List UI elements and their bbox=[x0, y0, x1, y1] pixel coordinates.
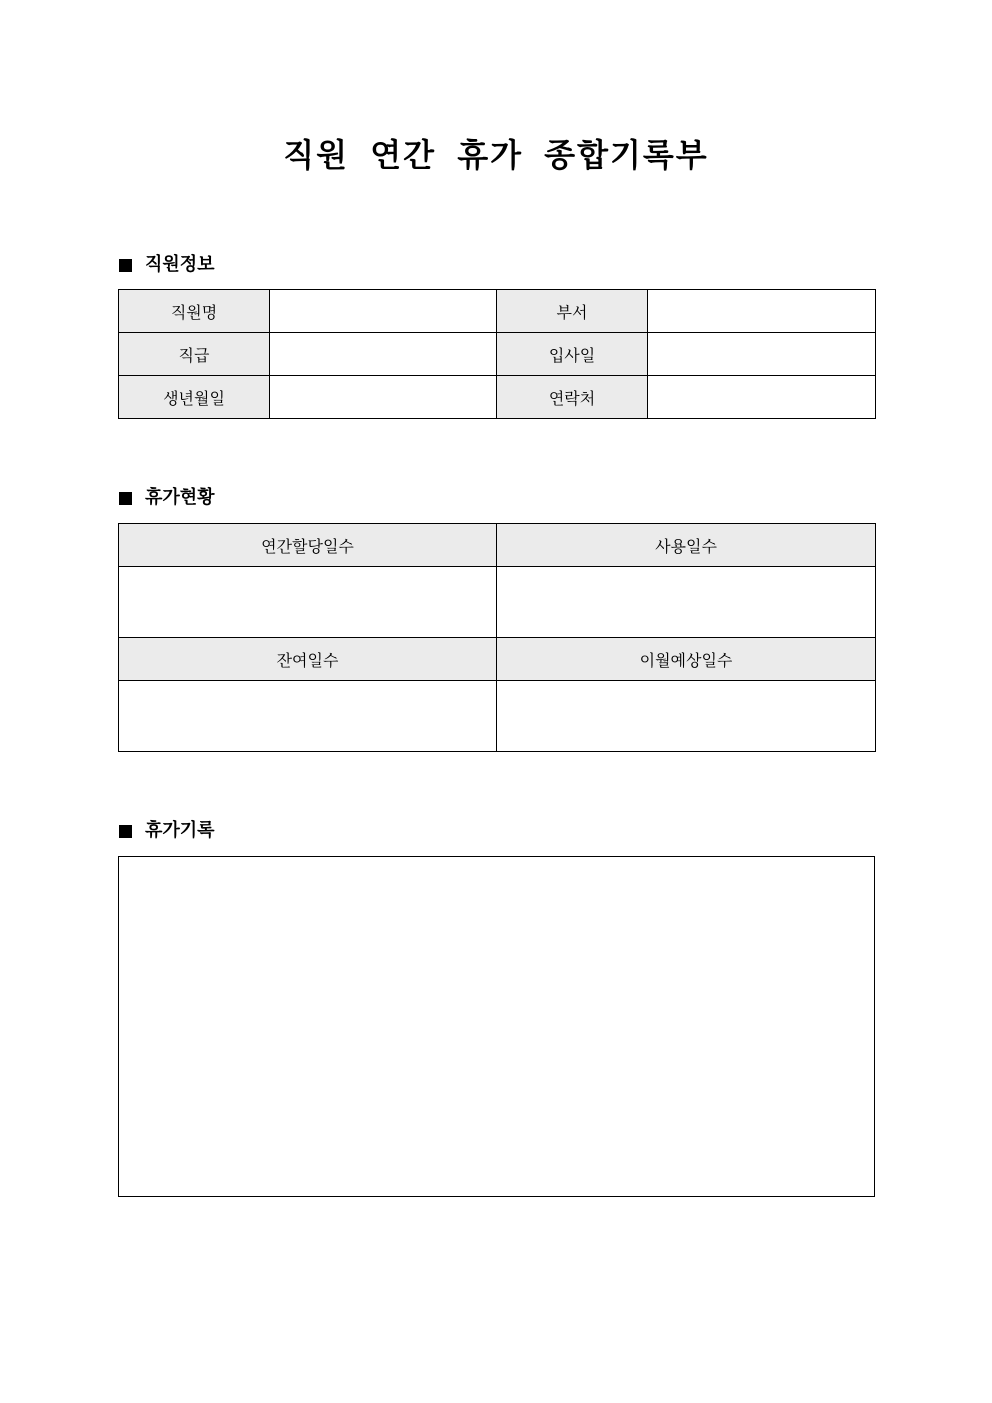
document-title: 직원 연간 휴가 종합기록부 bbox=[283, 136, 709, 174]
name-field[interactable] bbox=[270, 290, 497, 333]
birthdate-field[interactable] bbox=[270, 376, 497, 419]
leave-records-heading-text: 휴가기록 bbox=[145, 820, 215, 841]
employee-info-table bbox=[118, 289, 876, 419]
remaining-days-label: 잔여일수 bbox=[119, 638, 497, 681]
table-row bbox=[119, 524, 876, 567]
birthdate-label: 생년월일 bbox=[119, 376, 270, 419]
rank-field[interactable] bbox=[270, 333, 497, 376]
employee-info-heading bbox=[119, 253, 215, 277]
square-bullet-icon bbox=[119, 259, 132, 272]
department-label: 부서 bbox=[497, 290, 648, 333]
leave-records-box[interactable] bbox=[118, 856, 875, 1197]
table-row bbox=[119, 567, 876, 638]
table-row bbox=[119, 681, 876, 752]
join-date-label: 입사일 bbox=[497, 333, 648, 376]
used-days-label: 사용일수 bbox=[497, 524, 876, 567]
used-days-field[interactable] bbox=[497, 567, 876, 638]
leave-records-heading bbox=[119, 819, 215, 843]
table-row bbox=[119, 638, 876, 681]
square-bullet-icon bbox=[119, 825, 132, 838]
contact-field[interactable] bbox=[648, 376, 876, 419]
table-row bbox=[119, 333, 876, 376]
annual-allotted-field[interactable] bbox=[119, 567, 497, 638]
table-row bbox=[119, 290, 876, 333]
leave-status-heading-text: 휴가현황 bbox=[145, 487, 215, 508]
square-bullet-icon bbox=[119, 492, 132, 505]
leave-status-table bbox=[118, 523, 876, 752]
join-date-field[interactable] bbox=[648, 333, 876, 376]
department-field[interactable] bbox=[648, 290, 876, 333]
planned-this-month-field[interactable] bbox=[497, 681, 876, 752]
employee-info-heading-text: 직원정보 bbox=[145, 254, 215, 275]
annual-allotted-label: 연간할당일수 bbox=[119, 524, 497, 567]
remaining-days-field[interactable] bbox=[119, 681, 497, 752]
contact-label: 연락처 bbox=[497, 376, 648, 419]
table-row bbox=[119, 376, 876, 419]
name-label: 직원명 bbox=[119, 290, 270, 333]
planned-this-month-label: 이월예상일수 bbox=[497, 638, 876, 681]
leave-status-heading bbox=[119, 486, 215, 510]
rank-label: 직급 bbox=[119, 333, 270, 376]
